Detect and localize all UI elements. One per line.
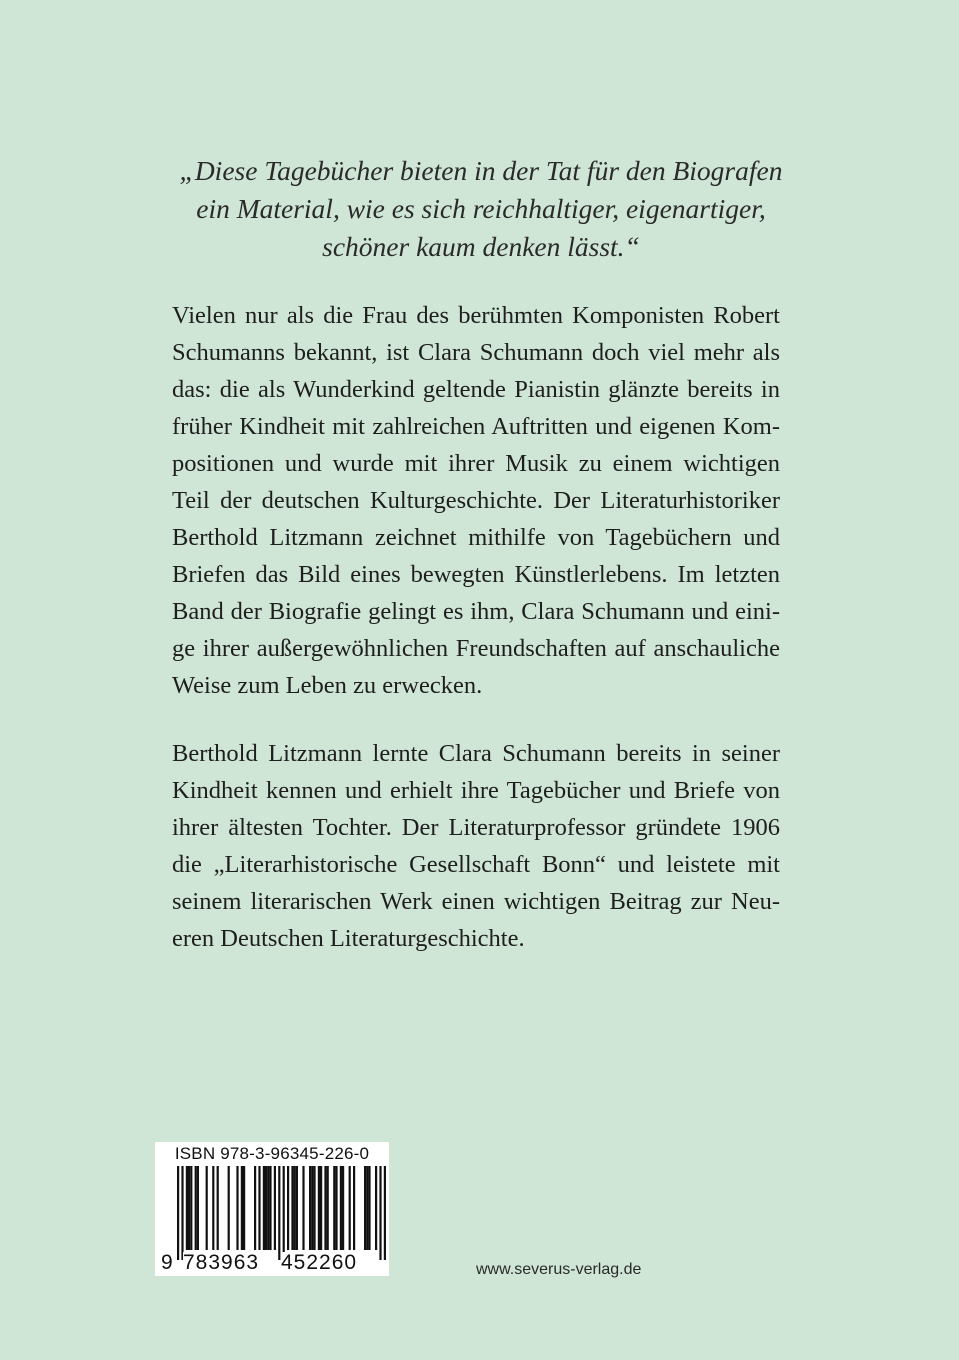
- barcode-bar: [236, 1166, 238, 1250]
- barcode-bar: [296, 1166, 298, 1250]
- barcode-bar: [206, 1166, 208, 1250]
- barcode-bar: [333, 1166, 335, 1250]
- barcode-bar: [320, 1166, 322, 1250]
- isbn-digit-group: 783963: [183, 1251, 260, 1274]
- barcode-bar: [287, 1166, 289, 1250]
- barcode-bar: [217, 1166, 219, 1250]
- barcode-bar: [254, 1166, 256, 1250]
- barcode-bar: [335, 1166, 337, 1250]
- barcode-bar: [375, 1166, 377, 1250]
- barcode-bar: [349, 1166, 351, 1250]
- paragraph-line: ge ihrer außergewöhnlichen Freundschaften auf anschauliche: [172, 635, 780, 662]
- barcode-bar: [368, 1166, 370, 1250]
- paragraph-line: eren Deutschen Literaturgeschichte.: [172, 925, 525, 952]
- barcode-bar: [364, 1166, 366, 1250]
- barcode-bar: [243, 1166, 245, 1250]
- barcode-bar: [342, 1166, 344, 1250]
- paragraph-line: Weise zum Leben zu erwecken.: [172, 672, 483, 699]
- paragraph-line: Berthold Litzmann zeichnet mithilfe von Tagebüchern und: [172, 524, 780, 551]
- barcode-bar: [267, 1166, 269, 1250]
- barcode-bar: [318, 1166, 320, 1250]
- isbn-barcode: [155, 1142, 389, 1276]
- barcode-bar: [188, 1166, 190, 1250]
- barcode-bar: [186, 1166, 188, 1250]
- barcode-bar: [353, 1166, 355, 1250]
- paragraph-line: die „Literarhistorische Gesellschaft Bonn“ und leistete mit: [172, 851, 780, 878]
- barcode-bar: [384, 1166, 386, 1260]
- quote-line: „Diese Tagebücher bieten in der Tat für den Biografen: [179, 155, 783, 186]
- barcode-bar: [177, 1166, 179, 1260]
- paragraph-line: Schumanns bekannt, ist Clara Schumann doch viel mehr als: [172, 339, 780, 366]
- paragraph-line: früher Kindheit mit zahlreichen Auftritten und eigenen Kom-: [172, 413, 780, 440]
- barcode-bar: [241, 1166, 243, 1250]
- barcode-bar: [265, 1166, 267, 1250]
- paragraph-line: Vielen nur als die Frau des berühmten Komponisten Robert: [172, 302, 780, 329]
- barcode-bar: [309, 1166, 311, 1250]
- isbn-digit-group: 452260: [281, 1251, 358, 1274]
- paragraph-line: das: die als Wunderkind geltende Pianistin glänzte bereits in: [172, 376, 780, 403]
- paragraph-line: positionen und wurde mit ihrer Musik zu einem wichtigen: [172, 450, 780, 477]
- author-paragraph: [172, 735, 780, 957]
- barcode-bar: [379, 1166, 381, 1260]
- barcode-bar: [313, 1166, 315, 1250]
- paragraph-line: Teil der deutschen Kulturgeschichte. Der Literaturhistoriker: [172, 487, 780, 514]
- barcode-bar: [274, 1166, 276, 1250]
- barcode-bar: [302, 1166, 304, 1250]
- barcode-bar: [324, 1166, 326, 1250]
- barcode-bar: [269, 1166, 271, 1250]
- barcode-bar: [327, 1166, 329, 1250]
- description-paragraph: [172, 297, 780, 704]
- barcode-bar: [340, 1166, 342, 1250]
- isbn-label: ISBN 978-3-96345-226-0: [174, 1144, 370, 1163]
- paragraph-line: Band der Biografie gelingt es ihm, Clara Schumann und eini-: [172, 598, 780, 625]
- barcode-bar: [197, 1166, 199, 1250]
- barcode-bar: [278, 1166, 280, 1260]
- paragraph-line: seinem literarischen Werk einen wichtigen Beitrag zur Neu-: [172, 888, 780, 915]
- barcode-bar: [190, 1166, 192, 1250]
- paragraph-line: Kindheit kennen und erhielt ihre Tagebücher und Briefe von: [172, 777, 780, 804]
- barcode-bar: [263, 1166, 265, 1250]
- barcode-bar: [181, 1166, 183, 1260]
- paragraph-line: ihrer ältesten Tochter. Der Literaturprofessor gründete 1906: [172, 814, 780, 841]
- quote-line: schöner kaum denken lässt.“: [322, 231, 640, 262]
- barcode-bar: [291, 1166, 293, 1250]
- publisher-website: www.severus-verlag.de: [476, 1261, 642, 1278]
- barcode-bar: [294, 1166, 296, 1250]
- isbn-digit-group: 9: [161, 1251, 174, 1274]
- barcode-bar: [195, 1166, 197, 1250]
- paragraph-line: Briefen das Bild eines bewegten Künstlerlebens. Im letzten: [172, 561, 780, 588]
- barcode-bar: [311, 1166, 313, 1250]
- quote-block: [165, 152, 797, 266]
- barcode-bar: [228, 1166, 230, 1250]
- barcode-bar: [212, 1166, 214, 1250]
- paragraph-line: Berthold Litzmann lernte Clara Schumann bereits in seiner: [172, 740, 780, 767]
- barcode-bar: [366, 1166, 368, 1250]
- quote-line: ein Material, wie es sich reichhaltiger, eigenartiger,: [196, 193, 766, 224]
- barcode-bar: [258, 1166, 260, 1250]
- barcode-bar: [283, 1166, 285, 1260]
